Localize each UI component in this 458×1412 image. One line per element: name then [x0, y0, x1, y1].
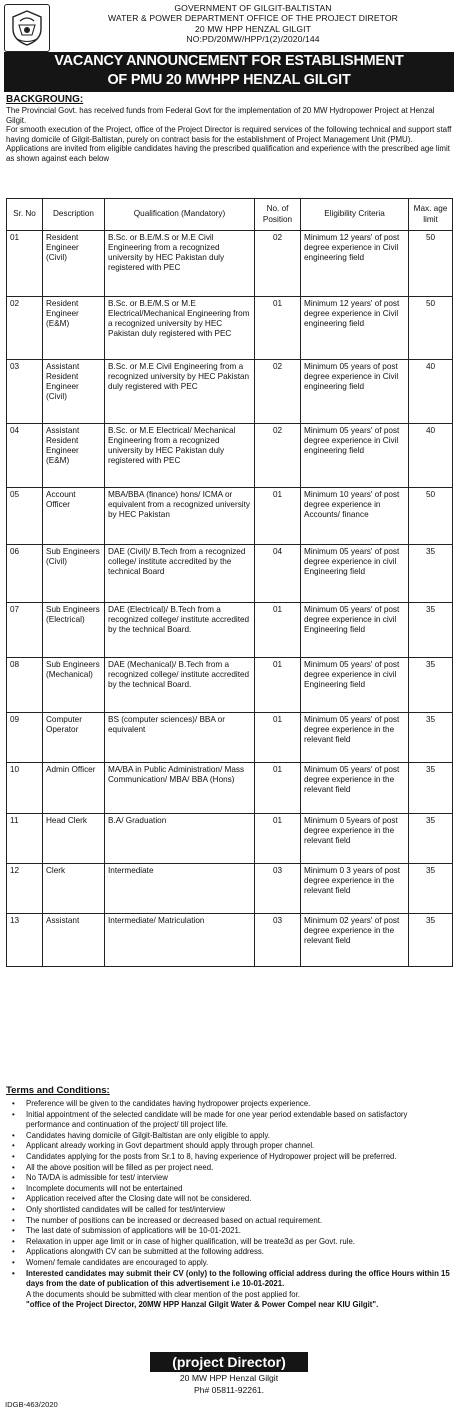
cell-description: Assistant: [43, 914, 105, 967]
vacancy-banner: [4, 52, 454, 92]
term-item: • No TA/DA is admissible for test/ interview: [10, 1173, 452, 1184]
table-row: [7, 545, 453, 603]
cell-sr-no: 08: [7, 658, 43, 713]
cell-eligibility: Minimum 12 years' of post degree experience in Civil engineering field: [301, 297, 409, 360]
cell-eligibility: Minimum 12 years' of post degree experience in Civil engineering field: [301, 231, 409, 297]
cell-description: Assistant Resident Engineer (E&M): [43, 424, 105, 488]
cell-sr-no: 07: [7, 603, 43, 658]
cell-qualification: DAE (Mechanical)/ B.Tech from a recognized college/ institute accredited by the technical Board.: [105, 658, 255, 713]
cell-positions: 04: [255, 545, 301, 603]
header-project: 20 MW HPP HENZAL GILGIT: [195, 23, 311, 34]
header-age-limit: Max. age limit: [409, 199, 453, 231]
term-item: • Applications alongwith CV can be submitted at the following address.: [10, 1247, 452, 1258]
background-paragraph-1: The Provincial Govt. has received funds from Federal Govt for the implementation of 20 MW Hydropower Project at Henzal Gilgit.: [6, 106, 435, 125]
table-row: [7, 231, 453, 297]
cell-age-limit: 35: [409, 713, 453, 763]
background-paragraph-3: Applications are invited from eligible candidates having the prescribed qualification and experience with the prescribed age limit as shown against each below: [6, 144, 450, 163]
table-row: [7, 763, 453, 814]
cell-qualification: DAE (Electrical)/ B.Tech from a recognized college/ institute accredited by the technical Board.: [105, 603, 255, 658]
table-row: [7, 297, 453, 360]
table-row: [7, 424, 453, 488]
cell-age-limit: 35: [409, 914, 453, 967]
header-reference-number: NO:PD/20MW/HPP/1(2)/2020/144: [186, 34, 320, 45]
cell-qualification: MBA/BBA (finance) hons/ ICMA or equivalent from a recognized university by HEC Pakistan: [105, 488, 255, 545]
cell-age-limit: 35: [409, 658, 453, 713]
cell-positions: 02: [255, 424, 301, 488]
term-item: • Only shortlisted candidates will be called for test/interview: [10, 1205, 452, 1216]
table-row: [7, 914, 453, 967]
table-row: [7, 360, 453, 424]
table-row: [7, 864, 453, 914]
terms-list: [10, 1099, 452, 1311]
cell-positions: 01: [255, 713, 301, 763]
cell-sr-no: 06: [7, 545, 43, 603]
term-item: • Interested candidates may submit their CV (only) to the following official address during the office Hours within 15 days from the date of publication of this advertisement i.e 10-01-2021.: [10, 1269, 452, 1290]
cell-description: Clerk: [43, 864, 105, 914]
cell-description: Sub Engineers (Civil): [43, 545, 105, 603]
term-item: • The number of positions can be increased or decreased based on actual requirement.: [10, 1216, 452, 1227]
background-paragraph-2: For smooth execution of the Project, office of the Project Director is required services of the following technical and support staff having domicile of Gilgit-Baltistan, purely on contract basis for the establishment of Project Management Unit (PMU).: [6, 125, 452, 144]
cell-sr-no: 03: [7, 360, 43, 424]
cell-eligibility: Minimum 05 years' of post degree experience in the relevant field: [301, 713, 409, 763]
cell-description: Resident Engineer (E&M): [43, 297, 105, 360]
term-item: • The last date of submission of applications will be 10-01-2021.: [10, 1226, 452, 1237]
banner-line-1: VACANCY ANNOUNCEMENT FOR ESTABLISHMENT: [54, 53, 404, 69]
cell-age-limit: 35: [409, 603, 453, 658]
cell-eligibility: Minimum 10 years' of post degree experience in Accounts/ finance: [301, 488, 409, 545]
term-item: • Women/ female candidates are encouraged to apply.: [10, 1258, 452, 1269]
cell-eligibility: Minimum 0 5years of post degree experience in the relevant field: [301, 814, 409, 864]
cell-eligibility: Minimum 05 years' of post degree experience in civil Engineering field: [301, 658, 409, 713]
cell-age-limit: 50: [409, 488, 453, 545]
table-row: [7, 603, 453, 658]
cell-description: Sub Engineers (Electrical): [43, 603, 105, 658]
cell-age-limit: 35: [409, 814, 453, 864]
cell-qualification: BS (computer sciences)/ BBA or equivalent: [105, 713, 255, 763]
term-item: • All the above position will be filled as per project need.: [10, 1163, 452, 1174]
cell-description: Admin Officer: [43, 763, 105, 814]
terms-title: Terms and Conditions:: [6, 1085, 110, 1096]
term-item: • Applicant already working in Govt department should apply through proper channel.: [10, 1141, 452, 1152]
cell-age-limit: 35: [409, 545, 453, 603]
cell-sr-no: 02: [7, 297, 43, 360]
cell-age-limit: 50: [409, 297, 453, 360]
cell-age-limit: 35: [409, 763, 453, 814]
cell-eligibility: Minimum 0 3 years of post degree experience in the relevant field: [301, 864, 409, 914]
cell-age-limit: 40: [409, 424, 453, 488]
background-text: [6, 106, 452, 164]
cell-description: Resident Engineer (Civil): [43, 231, 105, 297]
cell-positions: 01: [255, 488, 301, 545]
cell-sr-no: 09: [7, 713, 43, 763]
table-row: [7, 658, 453, 713]
table-row: [7, 713, 453, 763]
vacancy-table: [6, 198, 453, 967]
header-sr-no: Sr. No: [7, 199, 43, 231]
cell-sr-no: 12: [7, 864, 43, 914]
cell-eligibility: Minimum 05 years of post degree experience in Civil engineering field: [301, 360, 409, 424]
cell-description: Head Clerk: [43, 814, 105, 864]
cell-qualification: B.Sc. or B.E/M.S or M.E Electrical/Mechanical Engineering from a recognized university by HEC Pakistan duly registered with PEC: [105, 297, 255, 360]
cell-qualification: Intermediate/ Matriculation: [105, 914, 255, 967]
cell-qualification: MA/BA in Public Administration/ Mass Communication/ MBA/ BBA (Hons): [105, 763, 255, 814]
table-row: [7, 488, 453, 545]
cell-qualification: B.Sc. or M.E Electrical/ Mechanical Engineering from a recognized university by HEC Pakistan duly registered with PEC: [105, 424, 255, 488]
cell-eligibility: Minimum 05 years' of post degree experience in civil Engineering field: [301, 603, 409, 658]
cell-description: Account Officer: [43, 488, 105, 545]
header-eligibility: Eligibility Criteria: [301, 199, 409, 231]
cell-positions: 01: [255, 603, 301, 658]
header-qualification: Qualification (Mandatory): [105, 199, 255, 231]
vacancy-table-body: [7, 231, 453, 967]
term-item: • Candidates applying for the posts from Sr.1 to 8, having experience of Hydropower project will be preferred.: [10, 1152, 452, 1163]
cell-sr-no: 01: [7, 231, 43, 297]
cell-positions: 01: [255, 814, 301, 864]
header-government: GOVERNMENT OF GILGIT-BALTISTAN: [174, 3, 332, 13]
cell-qualification: Intermediate: [105, 864, 255, 914]
header-positions: No. of Position: [255, 199, 301, 231]
cell-sr-no: 04: [7, 424, 43, 488]
cell-positions: 01: [255, 297, 301, 360]
cell-qualification: B.Sc. or M.E Civil Engineering from a recognized university by HEC Pakistan duly registered with PEC: [105, 360, 255, 424]
cell-age-limit: 50: [409, 231, 453, 297]
cell-sr-no: 05: [7, 488, 43, 545]
cell-eligibility: Minimum 05 years' of post degree experience in civil Engineering field: [301, 545, 409, 603]
cell-eligibility: Minimum 05 years' of post degree experience in Civil engineering field: [301, 424, 409, 488]
cell-positions: 01: [255, 763, 301, 814]
term-item: • Incomplete documents will not be entertained: [10, 1184, 452, 1195]
cell-age-limit: 40: [409, 360, 453, 424]
cell-sr-no: 13: [7, 914, 43, 967]
signature-title: (project Director): [150, 1352, 308, 1372]
header-description: Description: [43, 199, 105, 231]
cell-positions: 02: [255, 231, 301, 297]
cell-positions: 03: [255, 864, 301, 914]
cell-description: Assistant Resident Engineer (Civil): [43, 360, 105, 424]
term-item: • Candidates having domicile of Gilgit-Baltistan are only eligible to apply.: [10, 1131, 452, 1142]
term-item: • Relaxation in upper age limit or in case of higher qualification, will be treate3d as per Govt. rule.: [10, 1237, 452, 1248]
cell-sr-no: 10: [7, 763, 43, 814]
term-item: • Application received after the Closing date will not be considered.: [10, 1194, 452, 1205]
ad-reference: IDGB-463/2020: [5, 1400, 58, 1409]
cell-positions: 03: [255, 914, 301, 967]
table-header-row: [7, 199, 453, 231]
term-item: • Preference will be given to the candidates having hydropower projects experience.: [10, 1099, 452, 1110]
government-header: [52, 3, 454, 45]
table-row: [7, 814, 453, 864]
signature-office: 20 MW HPP Henzal Gilgit: [179, 1373, 279, 1383]
office-address: "office of the Project Director, 20MW HPP Hanzal Gilgit Water & Power Compel near KIU Gilgit".: [26, 1300, 379, 1310]
banner-line-2: OF PMU 20 MWHPP HENZAL GILGIT: [107, 72, 351, 88]
cell-eligibility: Minimum 05 years' of post degree experience in the relevant field: [301, 763, 409, 814]
cell-age-limit: 35: [409, 864, 453, 914]
cell-eligibility: Minimum 02 years' of post degree experience in the relevant field: [301, 914, 409, 967]
cell-positions: 02: [255, 360, 301, 424]
cell-positions: 01: [255, 658, 301, 713]
gb-government-emblem-icon: [4, 4, 50, 52]
cell-description: Sub Engineers (Mechanical): [43, 658, 105, 713]
signature-phone: Ph# 05811-92261.: [193, 1385, 265, 1395]
background-title: BACKGROUNG:: [6, 94, 84, 105]
header-department: WATER & POWER DEPARTMENT OFFICE OF THE PROJECT DIRETOR: [108, 13, 398, 24]
cell-qualification: DAE (Civil)/ B.Tech from a recognized college/ institute accredited by the technical Board: [105, 545, 255, 603]
term-note: A the documents should be submitted with clear mention of the post applied for.: [26, 1289, 300, 1299]
cell-sr-no: 11: [7, 814, 43, 864]
cell-qualification: B.Sc. or B.E/M.S or M.E Civil Engineering from a recognized university by HEC Pakistan duly registered with PEC: [105, 231, 255, 297]
term-item: • Initial appointment of the selected candidate will be made for one year period extendable based on satisfactory performance and continuation of the project/ till project life.: [10, 1110, 452, 1131]
cell-qualification: B.A/ Graduation: [105, 814, 255, 864]
cell-description: Computer Operator: [43, 713, 105, 763]
